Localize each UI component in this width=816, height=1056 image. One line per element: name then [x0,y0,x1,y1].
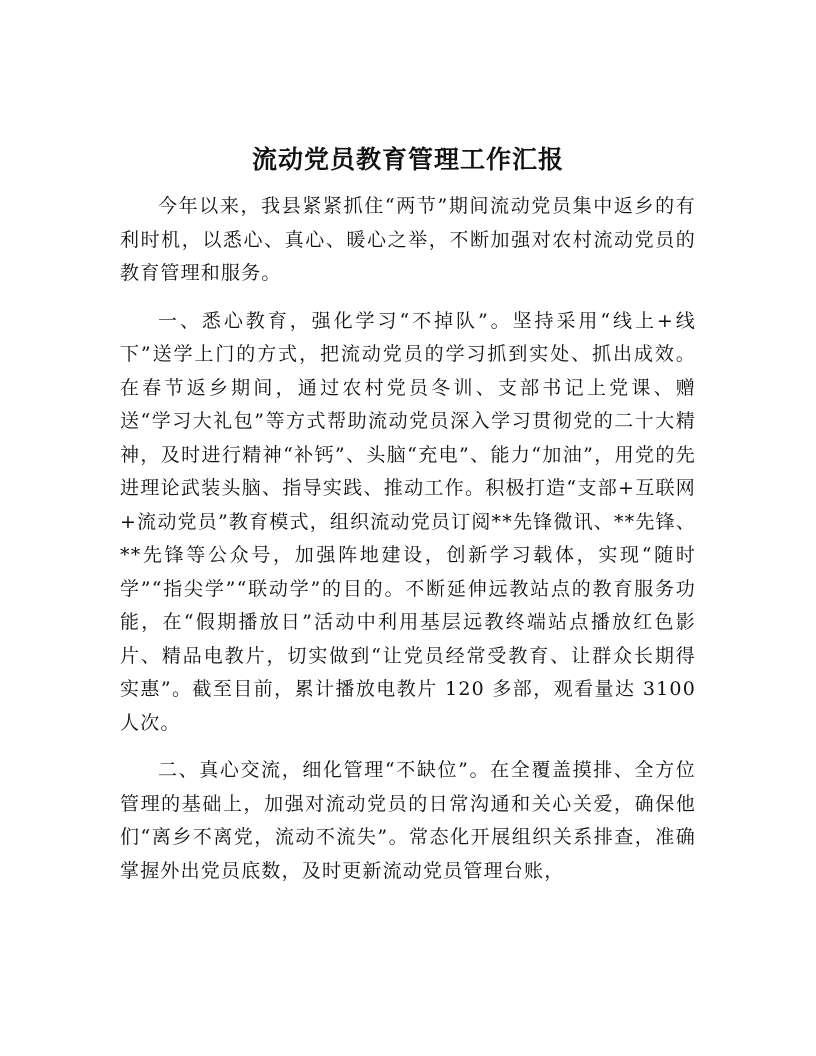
section-one-paragraph: 一、悉心教育，强化学习“不掉队”。坚持采用“线上+线下”送学上门的方式，把流动党员的学习抓到实处、抓出成效。在春节返乡期间，通过农村党员冬训、支部书记上党课、赠送“学习大礼包”等方式帮助流动党员深入学习贯彻党的二十大精神，及时进行精神“补钙”、头脑“充电”、能力“加油”，用党的先进理论武装头脑、指导实践、推动工作。积极打造“支部+互联网+流动党员”教育模式，组织流动党员订阅**先锋微讯、**先锋、**先锋等公众号，加强阵地建设，创新学习载体，实现“随时学”“指尖学”“联动学”的目的。不断延伸远教站点的教育服务功能，在“假期播放日”活动中利用基层远教终端站点播放红色影片、精品电教片，切实做到“让党员经常受教育、让群众长期得实惠”。截至目前，累计播放电教片 120 多部，观看量达 3100 人次。 [120,309,696,734]
intro-paragraph: 今年以来，我县紧紧抓住“两节”期间流动党员集中返乡的有利时机，以悉心、真心、暖心之举，不断加强对农村流动党员的教育管理和服务。 [120,195,696,284]
section-two-paragraph: 二、真心交流，细化管理“不缺位”。在全覆盖摸排、全方位管理的基础上，加强对流动党员的日常沟通和关心关爱，确保他们“离乡不离党，流动不流失”。常态化开展组织关系排查，准确掌握外出党员底数，及时更新流动党员管理台账， [120,759,696,882]
document-title: 流动党员教育管理工作汇报 [251,145,564,174]
document-body [120,190,696,902]
